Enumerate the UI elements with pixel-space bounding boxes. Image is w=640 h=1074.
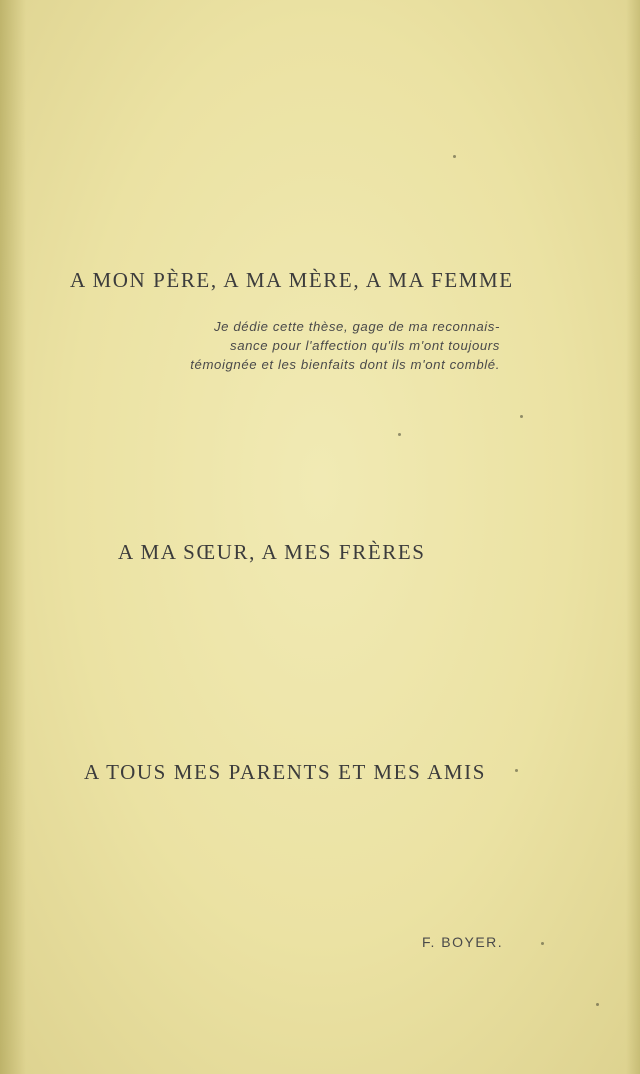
dedication-siblings: A MA SŒUR, A MES FRÈRES xyxy=(118,540,426,564)
page-edge-shadow-right xyxy=(626,0,640,1074)
inscription-line-1: Je dédie cette thèse, gage de ma reconnais- xyxy=(213,319,500,334)
paper-speck xyxy=(453,155,456,158)
dedication-relatives-friends: A TOUS MES PARENTS ET MES AMIS xyxy=(84,760,486,784)
dedication-inscription xyxy=(0,317,500,374)
inscription-line-2: sance pour l'affection qu'ils m'ont toujours xyxy=(230,338,500,353)
paper-speck xyxy=(398,433,401,436)
author-signature: F. BOYER. xyxy=(422,934,504,950)
inscription-line-3: témoignée et les bienfaits dont ils m'ont comblé. xyxy=(190,357,500,372)
paper-speck xyxy=(541,942,544,945)
paper-speck xyxy=(596,1003,599,1006)
paper-speck xyxy=(515,769,518,772)
dedication-parents-wife: A MON PÈRE, A MA MÈRE, A MA FEMME xyxy=(70,268,514,292)
paper-speck xyxy=(520,415,523,418)
page-edge-shadow-left xyxy=(0,0,26,1074)
